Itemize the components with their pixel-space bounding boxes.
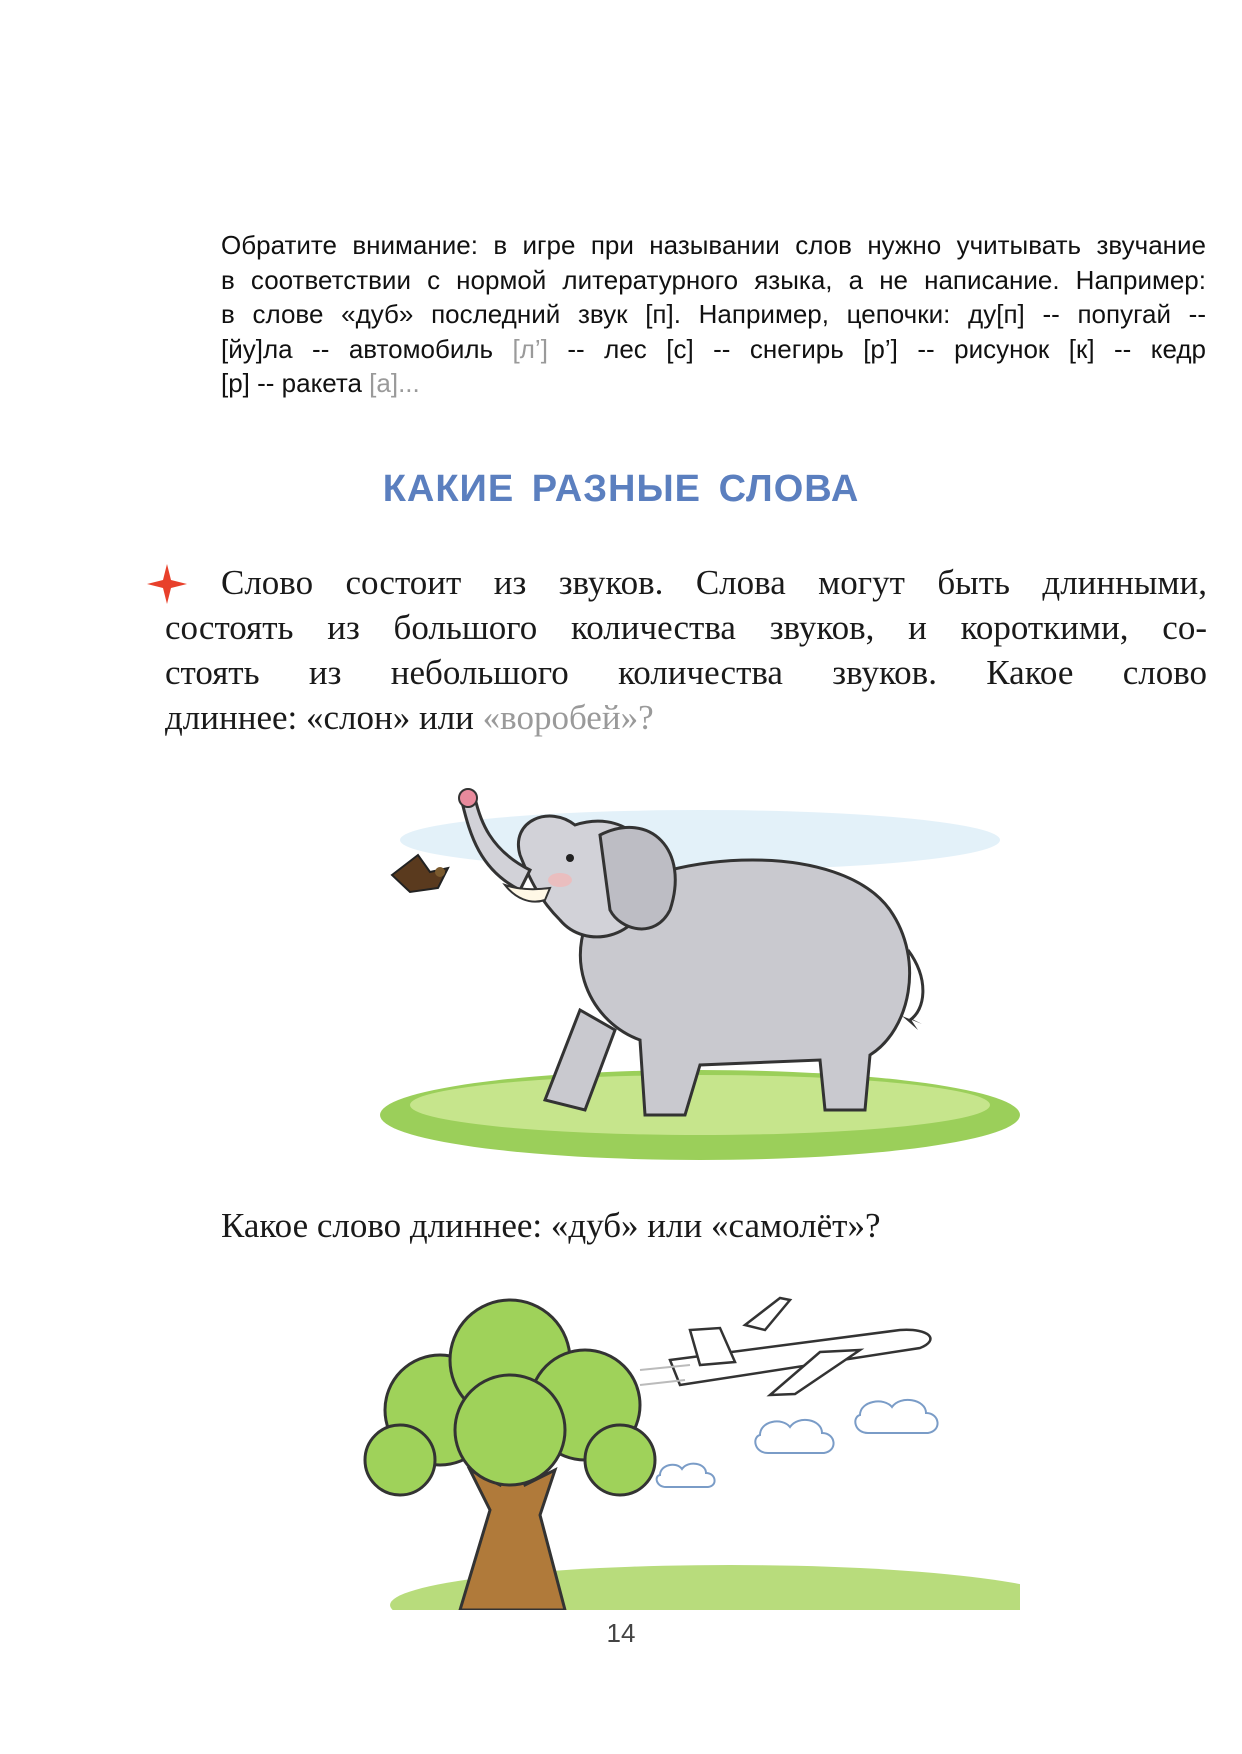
paragraph-line: стоять из небольшого количества звуков. Какое слово <box>165 653 1207 692</box>
paragraph-line: длиннее: «слон» или «воробей»? <box>165 698 654 737</box>
note-line: [йу]ла -- автомобиль [л’] -- лес [с] -- снегирь [р’] -- рисунок [к] -- кедр <box>221 333 1206 364</box>
tree-airplane-illustration <box>340 1290 1020 1610</box>
airplane-icon <box>640 1298 930 1395</box>
question-text: Какое слово длиннее: «дуб» или «самолёт»? <box>221 1206 881 1245</box>
elephant-illustration <box>370 780 1030 1170</box>
note-line: Обратите внимание: в игре при назывании слов нужно учитывать звучание <box>221 230 1206 260</box>
bird-icon <box>392 855 448 892</box>
main-paragraph <box>165 560 1207 740</box>
note-line: в соответствии с нормой литературного языка, а не написание. Например: <box>221 264 1206 295</box>
teacher-note <box>221 228 1206 401</box>
paragraph-line: Слово состоит из звуков. Слова могут быть длинными, <box>221 563 1207 602</box>
paragraph-line: состоять из большого количества звуков, и короткими, со- <box>165 608 1207 647</box>
section-heading: КАКИЕ РАЗНЫЕ СЛОВА <box>382 468 860 510</box>
note-line: в слове «дуб» последний звук [п]. Например, цепочки: ду[п] -- попугай -- <box>221 299 1206 329</box>
note-line: [р] -- ракета [а]... <box>221 368 420 398</box>
tree-icon <box>365 1300 655 1495</box>
page-number: 14 <box>606 1618 636 1648</box>
